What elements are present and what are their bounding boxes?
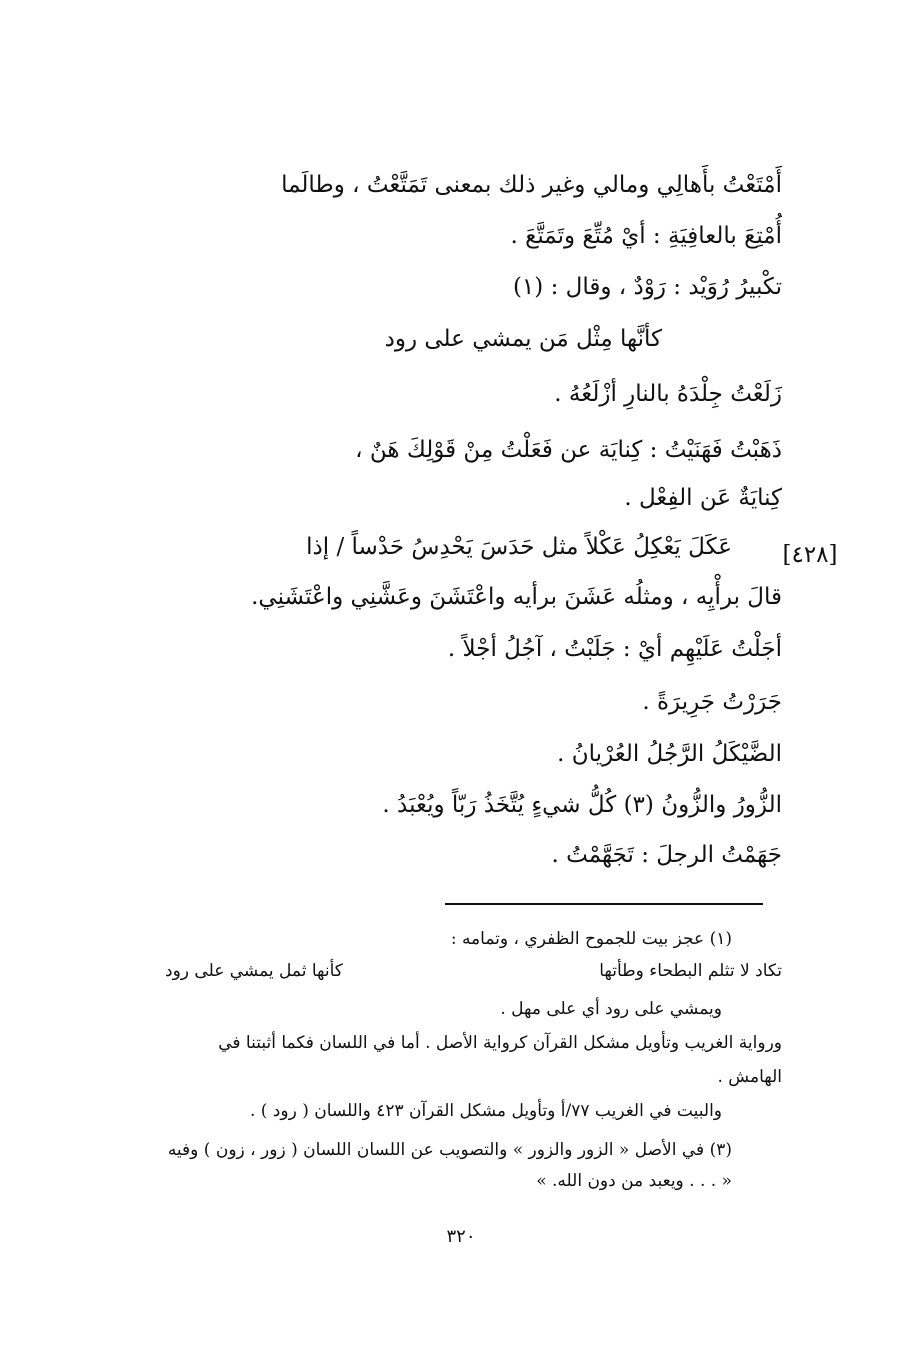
footnote-line: (٣) في الأصل « الزور والزور » والتصويب عن اللسان اللسان ( زور ، زون ) وفيه bbox=[167, 1140, 732, 1160]
footnote-line: الهامش . bbox=[717, 1067, 782, 1087]
page-number: ٣٢٠ bbox=[446, 1226, 476, 1247]
footnote-line: (١) عجز بيت للجموح الظفري ، وتمامه : bbox=[450, 929, 732, 949]
text-line: قالَ برأْيِه ، ومثلُه عَشَنَ برأيه واعْتَشَنَ وعَشَّنِي واعْتَشَنِي. bbox=[251, 584, 782, 610]
footnote-line: ورواية الغريب وتأويل مشكل القرآن كرواية الأصل . أما في اللسان فكما أثبتنا في bbox=[218, 1033, 782, 1053]
text-line: أُمْتِعَ بالعافِيَةِ : أيْ مُتِّعَ وتَمَتَّعَ . bbox=[510, 223, 782, 249]
text-line: عَكَلَ يَعْكِلُ عَكْلاً مثل حَدَسَ يَحْدِسُ حَدْساً / إذا bbox=[306, 534, 732, 560]
footnote-verse-first-hemistich: تكاد لا تثلم البطحاء وطأتها bbox=[599, 961, 782, 981]
text-line: ذَهَبْتُ فَهَنَيْتُ : كِنايَة عن فَعَلْتُ مِنْ قَوْلِكَ هَنٌ ، bbox=[355, 437, 782, 463]
text-line: الضَّيْكَلُ الرَّجُلُ العُرْيانُ . bbox=[557, 741, 782, 767]
verse-line: كأنَّها مِثْل مَن يمشي على رود bbox=[384, 326, 662, 352]
footnote-line: والبيت في الغريب ٧٧/أ وتأويل مشكل القرآن ٤٢٣ واللسان ( رود ) . bbox=[249, 1101, 722, 1121]
text-line: جَرَرْتُ جَرِيرَةً . bbox=[642, 689, 782, 715]
manuscript-folio-ref: [٤٢٨] bbox=[782, 542, 838, 568]
text-line: أَمْتَعْتُ بأَهالِي ومالي وغير ذلك بمعنى تَمَتَّعْتُ ، وطالَما bbox=[281, 172, 782, 198]
text-line: أجَلْتُ عَلَيْهِم أيْ : جَلَبْتُ ، آجُلُ أجْلاً . bbox=[447, 636, 782, 662]
text-line: جَهَمْتُ الرجلَ : تَجَهَّمْتُ . bbox=[551, 842, 782, 868]
text-line: تكْبيرُ رُوَيْد : رَوْدٌ ، وقال : (١) bbox=[512, 274, 782, 300]
footnote-line: « . . . ويعبد من دون الله. » bbox=[536, 1171, 732, 1191]
footnote-line: ويمشي على رود أي على مهل . bbox=[500, 999, 722, 1019]
text-line: كِنايَةٌ عَن الفِعْل . bbox=[624, 485, 782, 511]
footnote-rule bbox=[445, 903, 763, 905]
text-line: زَلَعْتُ جِلْدَهُ بالنارِ أزْلَعُهُ . bbox=[554, 381, 782, 407]
text-line: الزُّورُ والزُّونُ (٣) كُلُّ شيءٍ يُتَّخَذُ رَبّاً ويُعْبَدُ . bbox=[382, 792, 782, 818]
footnote-verse-second-hemistich: كأنها ثمل يمشي على رود bbox=[165, 961, 343, 981]
